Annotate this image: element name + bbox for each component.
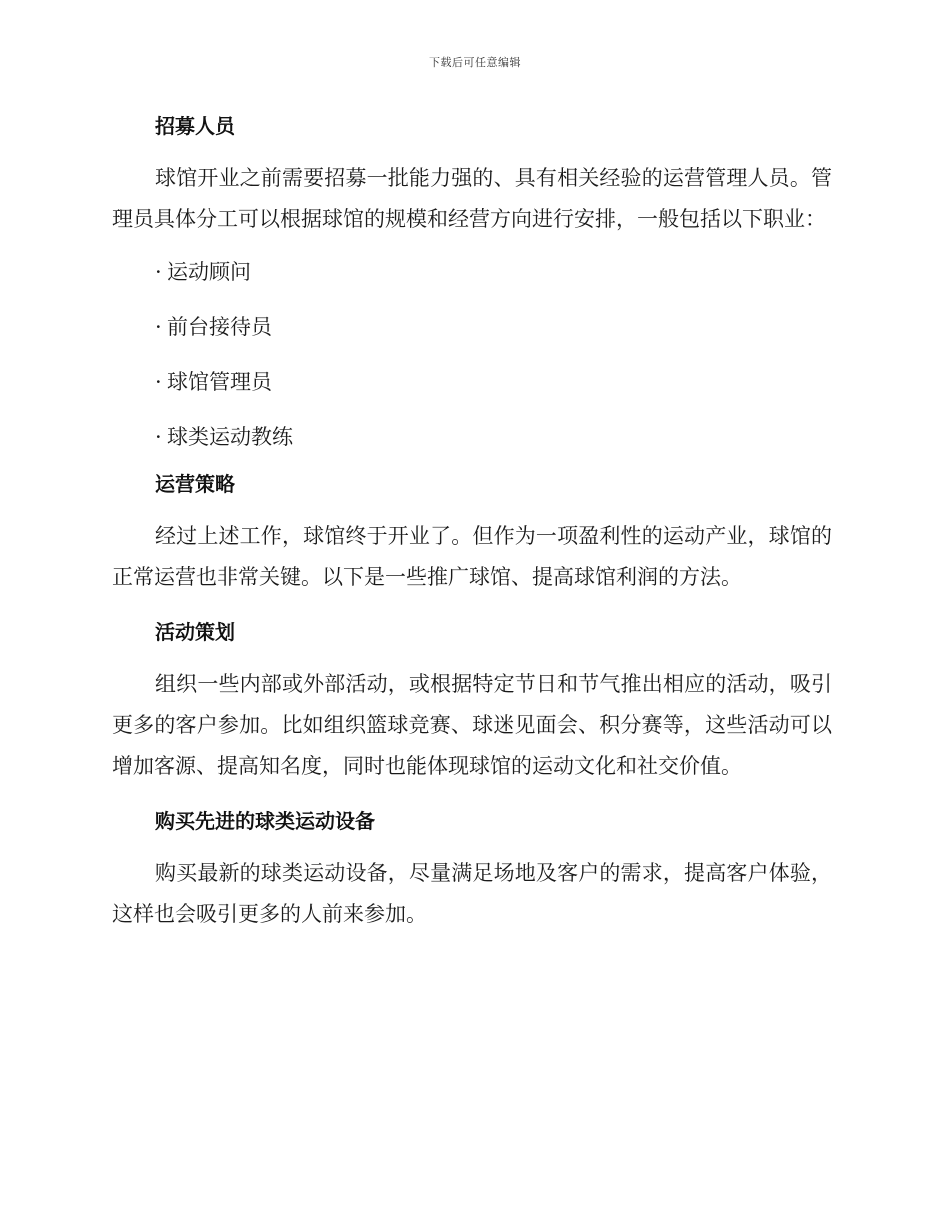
list-item-text: 前台接待员 xyxy=(167,315,272,339)
bullet-mark: · xyxy=(155,260,162,284)
header-note: 下载后可任意编辑 xyxy=(429,56,521,69)
list-item xyxy=(112,417,832,458)
heading-equipment: 购买先进的球类运动设备 xyxy=(155,809,375,833)
paragraph-equipment: 购买最新的球类运动设备，尽量满足场地及客户的需求，提高客户体验，这样也会吸引更多的人前来参加。 xyxy=(112,861,832,926)
job-list xyxy=(112,252,832,458)
document-body xyxy=(112,104,832,935)
list-item-text: 球类运动教练 xyxy=(167,425,293,449)
heading-events: 活动策划 xyxy=(155,620,235,644)
list-item-text: 运动顾问 xyxy=(167,260,251,284)
list-item-text: 球馆管理员 xyxy=(167,370,272,394)
paragraph-recruit: 球馆开业之前需要招募一批能力强的、具有相关经验的运营管理人员。管理员具体分工可以根据球馆的规模和经营方向进行安排，一般包括以下职业： xyxy=(112,166,832,231)
list-item xyxy=(112,252,832,293)
bullet-mark: · xyxy=(155,315,162,339)
bullet-mark: · xyxy=(155,425,162,449)
heading-recruit: 招募人员 xyxy=(155,114,235,138)
paragraph-strategy: 经过上述工作，球馆终于开业了。但作为一项盈利性的运动产业，球馆的正常运营也非常关键。以下是一些推广球馆、提高球馆利润的方法。 xyxy=(112,524,832,589)
paragraph-events: 组织一些内部或外部活动，或根据特定节日和节气推出相应的活动，吸引更多的客户参加。比如组织篮球竞赛、球迷见面会、积分赛等，这些活动可以增加客源、提高知名度，同时也能体现球馆的运动文化和社交价值。 xyxy=(112,672,832,778)
list-item xyxy=(112,307,832,348)
list-item xyxy=(112,362,832,403)
bullet-mark: · xyxy=(155,370,162,394)
heading-strategy: 运营策略 xyxy=(155,472,235,496)
